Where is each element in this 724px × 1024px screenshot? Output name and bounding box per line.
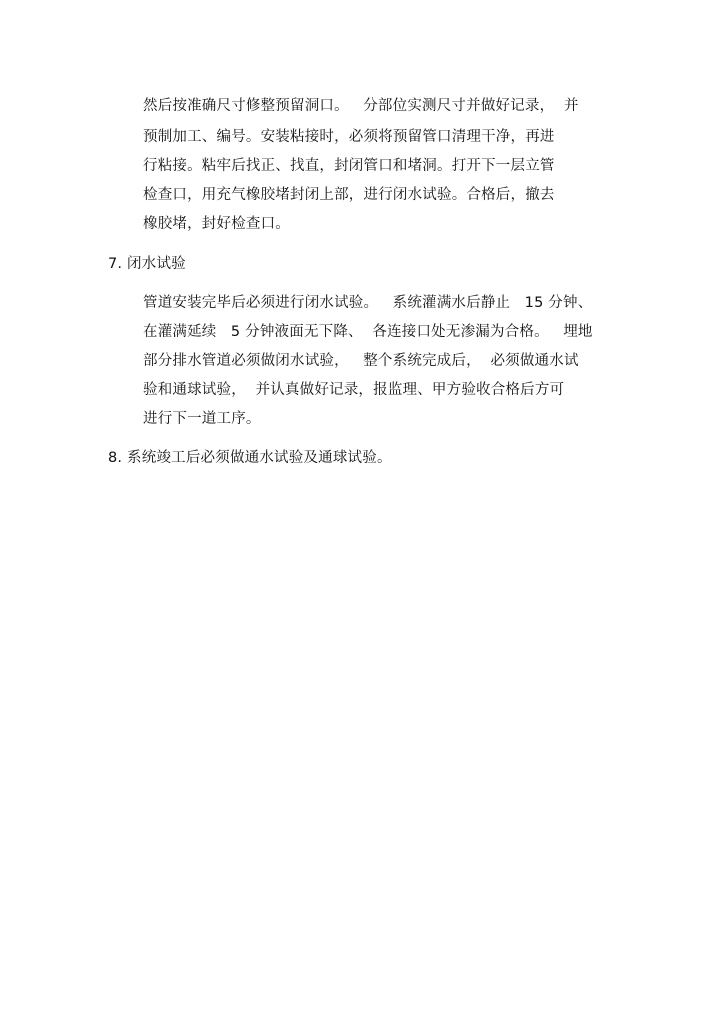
paragraph-line: 预制加工、编号。安装粘接时，必须将预留管口清理干净，再进 [143, 129, 555, 145]
paragraph-line: 进行下一道工序。 [143, 411, 261, 427]
paragraph-line: 橡胶堵，封好检查口。 [143, 216, 290, 232]
paragraph-line: 行粘接。粘牢后找正、找直，封闭管口和堵洞。打开下一层立管 [143, 158, 555, 174]
paragraph-line: 然后按准确尺寸修整预留洞口。 分部位实测尺寸并做好记录， 并 [143, 98, 579, 114]
paragraph-line: 验和通球试验， 并认真做好记录，报监理、甲方验收合格后方可 [143, 382, 565, 398]
paragraph-line: 管道安装完毕后必须进行闭水试验。 系统灌满水后静止 15 分钟、 [143, 295, 593, 311]
paragraph-line: 检查口，用充气橡胶堵封闭上部，进行闭水试验。合格后，撤去 [143, 187, 555, 203]
section-heading-8: 8. 系统竣工后必须做通水试验及通球试验。 [108, 450, 392, 466]
paragraph-line: 部分排水管道必须做闭水试验， 整个系统完成后， 必须做通水试 [143, 353, 579, 369]
section-heading-7: 7. 闭水试验 [108, 256, 186, 272]
paragraph-line: 在灌满延续 5 分钟液面无下降、 各连接口处无渗漏为合格。 埋地 [143, 324, 593, 340]
